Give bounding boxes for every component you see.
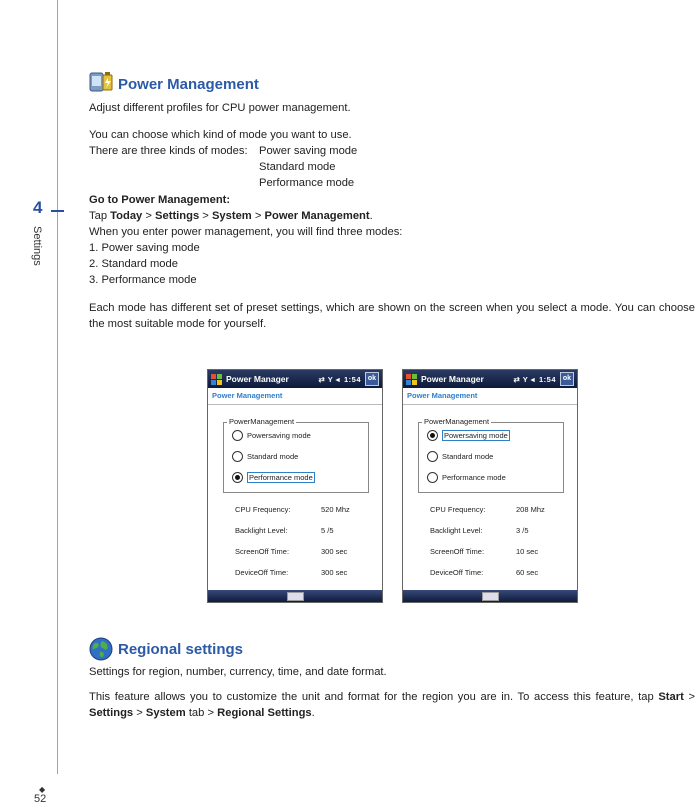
status-icons: ⇄ Y ◂ xyxy=(513,374,535,384)
clock: 1:54 xyxy=(343,374,361,384)
kind-item: Performance mode xyxy=(259,177,355,189)
kind-item: Power saving mode xyxy=(259,145,358,157)
keyboard-icon[interactable] xyxy=(287,592,304,601)
device-header: Power Management xyxy=(208,388,382,405)
windows-start-icon[interactable] xyxy=(211,374,222,385)
radio-icon[interactable] xyxy=(427,472,438,483)
goto-heading: Go to Power Management: xyxy=(89,194,231,206)
info-row-screenoff: ScreenOff Time: 10 sec xyxy=(430,547,539,556)
power-management-icon xyxy=(89,70,115,94)
info-row-backlight: Backlight Level: 5 /5 xyxy=(235,526,334,535)
chapter-number: 4 xyxy=(33,198,43,217)
app-title: Power Manager xyxy=(421,374,484,384)
radio-icon[interactable] xyxy=(427,451,438,462)
radio-performance[interactable]: Performance mode xyxy=(232,472,315,483)
globe-icon xyxy=(89,637,113,661)
group-label: PowerManagement xyxy=(424,417,490,426)
ok-button[interactable]: ok xyxy=(365,372,379,386)
status-icons: ⇄ Y ◂ xyxy=(318,374,340,384)
regional-settings-title: Regional settings xyxy=(118,641,244,658)
app-title: Power Manager xyxy=(226,374,289,384)
windows-start-icon[interactable] xyxy=(406,374,417,385)
navigation-path: Tap Today > Settings > System > Power Management. xyxy=(89,210,373,222)
info-row-deviceoff: DeviceOff Time: 300 sec xyxy=(235,568,348,577)
device-header: Power Management xyxy=(403,388,577,405)
diamond-icon: ◆ xyxy=(39,785,46,794)
radio-powersaving[interactable]: Powersaving mode xyxy=(232,430,311,441)
regional-intro: Settings for region, number, currency, time, and date format. xyxy=(89,666,387,678)
device-titlebar xyxy=(208,370,382,388)
info-row-cpu: CPU Frequency: 208 Mhz xyxy=(430,505,545,514)
keyboard-icon[interactable] xyxy=(482,592,499,601)
device-titlebar xyxy=(403,370,577,388)
page-number: 52 xyxy=(34,793,47,805)
power-intro: Adjust different profiles for CPU power management. xyxy=(89,102,351,114)
info-row-cpu: CPU Frequency: 520 Mhz xyxy=(235,505,350,514)
radio-standard[interactable]: Standard mode xyxy=(427,451,493,462)
kinds-prefix: There are three kinds of modes: xyxy=(89,145,248,157)
info-row-backlight: Backlight Level: 3 /5 xyxy=(430,526,529,535)
kind-item: Standard mode xyxy=(259,161,336,173)
radio-standard[interactable]: Standard mode xyxy=(232,451,298,462)
device-bottom-bar xyxy=(403,590,577,602)
radio-icon[interactable] xyxy=(232,451,243,462)
device-screenshot-performance xyxy=(207,369,383,603)
radio-performance[interactable]: Performance mode xyxy=(427,472,506,483)
device-bottom-bar xyxy=(208,590,382,602)
mode-list-item: 1. Power saving mode xyxy=(89,242,200,254)
radio-icon[interactable] xyxy=(427,430,438,441)
radio-powersaving[interactable]: Powersaving mode xyxy=(427,430,510,441)
radio-icon[interactable] xyxy=(232,472,243,483)
radio-icon[interactable] xyxy=(232,430,243,441)
device-screenshot-powersaving xyxy=(402,369,578,603)
clock: 1:54 xyxy=(538,374,556,384)
mode-list-item: 2. Standard mode xyxy=(89,258,178,270)
chapter-marker xyxy=(51,210,64,212)
ok-button[interactable]: ok xyxy=(560,372,574,386)
when-text: When you enter power management, you will find three modes: xyxy=(89,226,403,238)
group-label: PowerManagement xyxy=(229,417,295,426)
power-choose-text: You can choose which kind of mode you want to use. xyxy=(89,129,352,141)
power-management-title: Power Management xyxy=(118,76,259,93)
info-row-deviceoff: DeviceOff Time: 60 sec xyxy=(430,568,539,577)
mode-list-item: 3. Performance mode xyxy=(89,274,197,286)
info-row-screenoff: ScreenOff Time: 300 sec xyxy=(235,547,348,556)
chapter-label: Settings xyxy=(31,226,43,266)
each-mode-text: Each mode has different set of preset settings, which are shown on the screen when you select a mode. You can choose the most suitable mode for yourself. xyxy=(89,302,695,330)
sidebar-divider xyxy=(57,0,58,774)
regional-body: This feature allows you to customize the unit and format for the region you are in. To access this feature, tap Start > Settings > System tab > Regional Settings. xyxy=(89,691,696,719)
